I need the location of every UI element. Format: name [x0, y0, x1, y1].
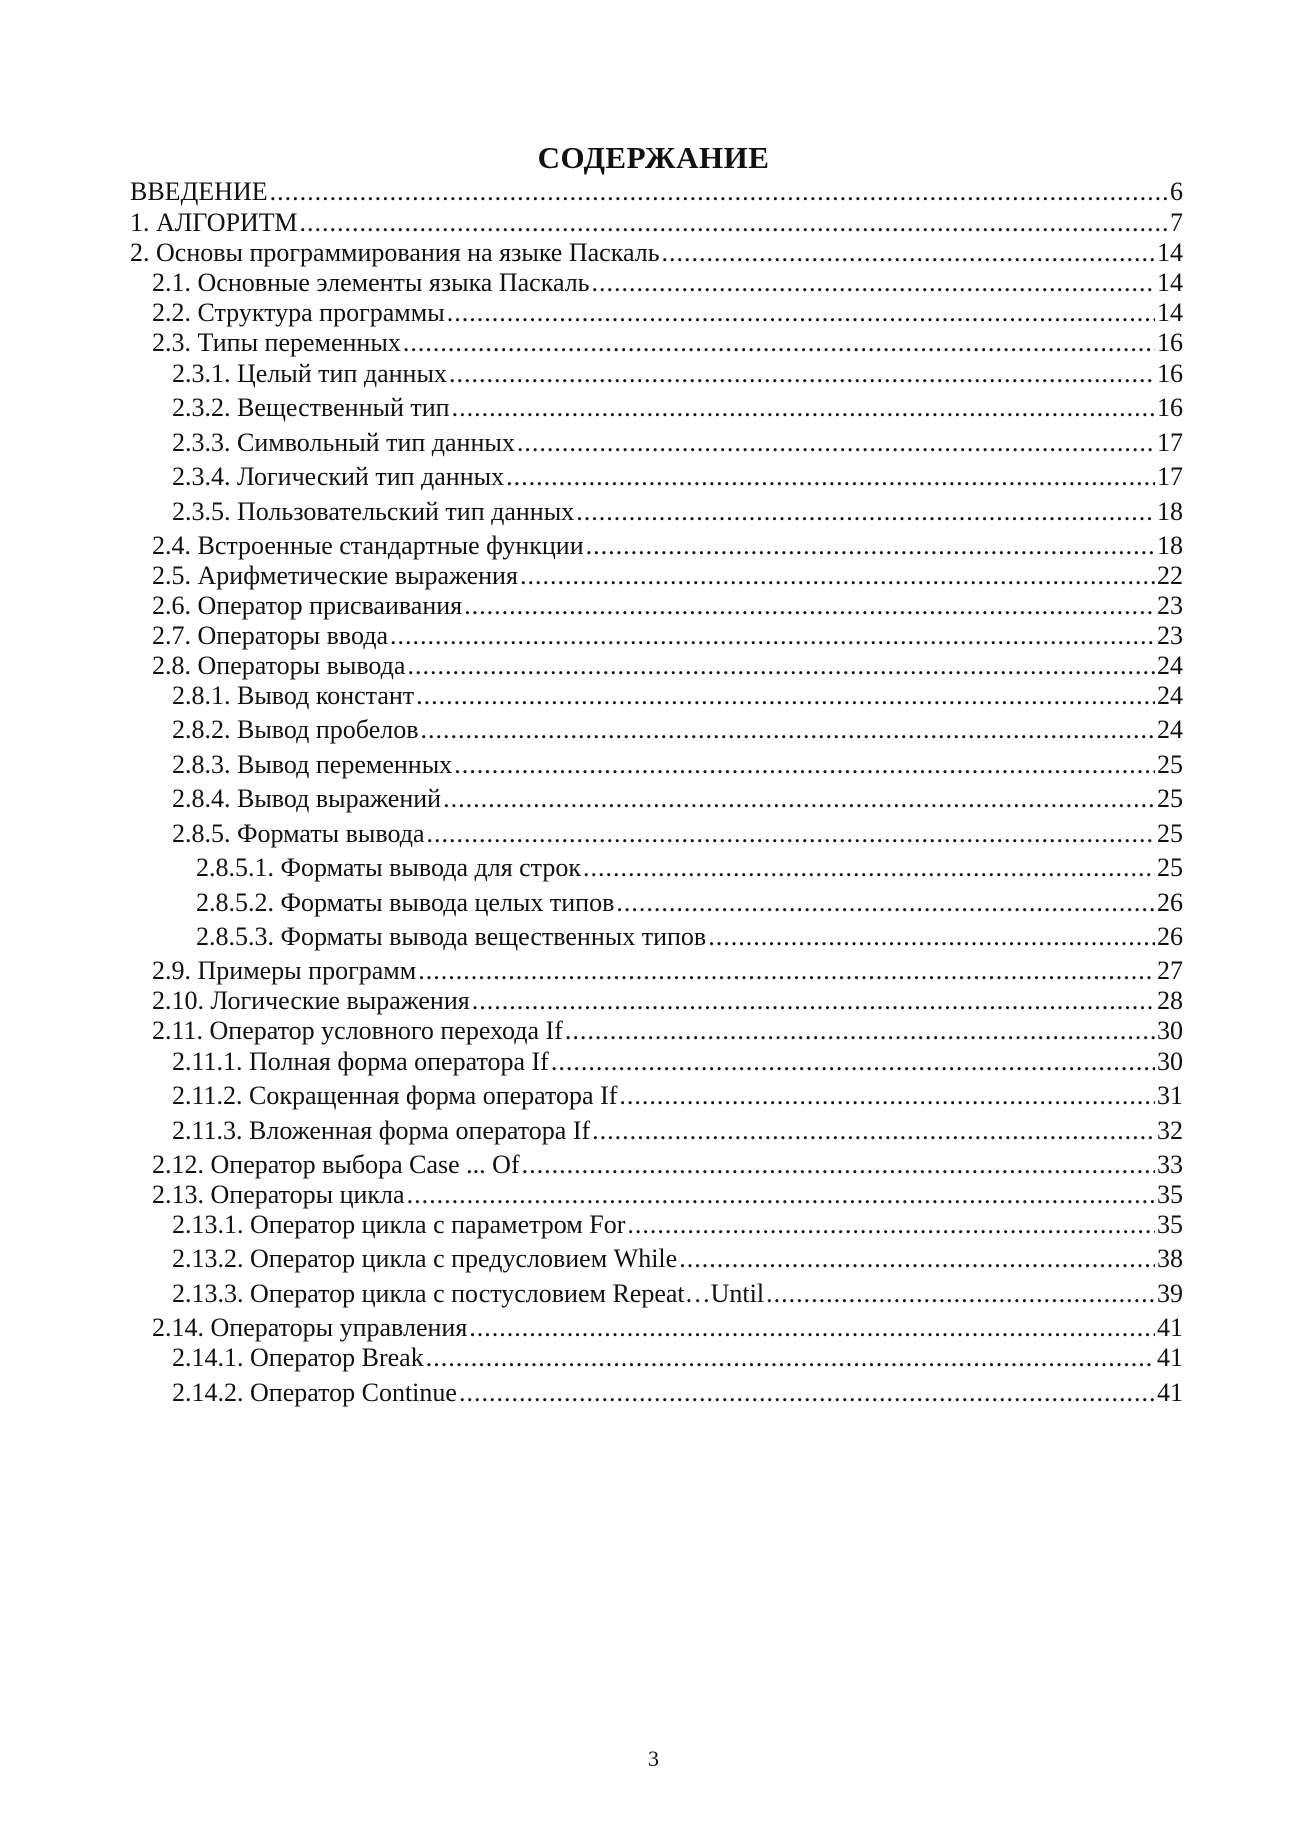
- toc-entry-page: 28: [1157, 986, 1183, 1015]
- toc-entry-page: 24: [1157, 651, 1183, 680]
- toc-entry-page: 25: [1157, 819, 1183, 848]
- toc-entry: [172, 1113, 1183, 1149]
- toc-entry-page: 17: [1157, 462, 1183, 491]
- toc-entry-page: 16: [1157, 328, 1183, 357]
- toc-entry-title: 2.11.1. Полная форма оператора If: [172, 1047, 549, 1076]
- dot-leader: [449, 356, 1155, 392]
- toc-entry-title: 2.8. Операторы вывода: [152, 651, 406, 680]
- toc-entry-title: 2.8.1. Вывод констант: [172, 681, 415, 710]
- toc-entry-page: 35: [1157, 1180, 1183, 1209]
- toc-entry-title: 2.14. Операторы управления: [152, 1313, 468, 1342]
- toc-entry-page: 24: [1157, 681, 1183, 710]
- toc-entry-page: 25: [1157, 853, 1183, 882]
- dot-leader: [459, 1375, 1155, 1411]
- toc-entry-page: 18: [1157, 497, 1183, 526]
- toc-entry-page: 23: [1157, 621, 1183, 650]
- toc-entry-title: 2.13. Операторы цикла: [152, 1180, 405, 1209]
- dot-leader: [426, 1340, 1155, 1376]
- toc-entry: [172, 747, 1183, 783]
- toc-entry-page: 25: [1157, 750, 1183, 779]
- toc-entry-page: 27: [1157, 956, 1183, 985]
- dot-leader: [426, 816, 1155, 852]
- toc-entry-title: 2.10. Логические выражения: [152, 986, 470, 1015]
- page-number: 3: [648, 1746, 659, 1771]
- toc-entry: [172, 1276, 1183, 1312]
- toc-entry: [172, 356, 1183, 392]
- dot-leader: [420, 712, 1155, 748]
- toc-entry-page: 14: [1157, 298, 1183, 327]
- toc-entry: [172, 390, 1183, 426]
- toc-entry-page: 26: [1157, 888, 1183, 917]
- toc-entry: [172, 1340, 1183, 1376]
- toc-entry-page: 41: [1157, 1378, 1183, 1407]
- toc-entry-page: 35: [1157, 1210, 1183, 1239]
- toc-entry-title: 2.8.4. Вывод выражений: [172, 784, 442, 813]
- toc-entry-page: 6: [1170, 177, 1183, 206]
- toc-entry-page: 30: [1157, 1047, 1183, 1076]
- toc-entry: [172, 1078, 1183, 1114]
- toc-entry-title: ВВЕДЕНИЕ: [130, 177, 268, 206]
- toc-entry-page: 30: [1157, 1016, 1183, 1045]
- toc-entry-page: 38: [1157, 1244, 1183, 1273]
- toc-entry-page: 31: [1157, 1081, 1183, 1110]
- dot-leader: [708, 919, 1155, 955]
- toc-entry-title: 2. Основы программирования на языке Паскаль: [130, 238, 660, 267]
- toc-entry-title: 1. АЛГОРИТМ: [130, 208, 298, 237]
- toc-entry-title: 2.3.1. Целый тип данных: [172, 359, 447, 388]
- toc-entry-title: 2.8.5.3. Форматы вывода вещественных типов: [196, 922, 707, 951]
- dot-leader: [452, 390, 1155, 426]
- toc-entry-title: 2.14.2. Оператор Continue: [172, 1378, 457, 1407]
- toc-entry-page: 17: [1157, 428, 1183, 457]
- toc-entry: [172, 1207, 1183, 1243]
- toc-entry-page: 16: [1157, 359, 1183, 388]
- toc-entry: [196, 919, 1183, 955]
- toc-entry-title: 2.13.2. Оператор цикла с предусловием While: [172, 1244, 678, 1273]
- toc-entry: [172, 816, 1183, 852]
- toc-entry-page: 26: [1157, 922, 1183, 951]
- toc-entry: [172, 425, 1183, 461]
- dot-leader: [576, 494, 1155, 530]
- toc-entry: [172, 1044, 1183, 1080]
- toc-entry-title: 2.8.5. Форматы вывода: [172, 819, 425, 848]
- toc-entry-page: 14: [1157, 238, 1183, 267]
- toc-entry-title: 2.7. Операторы ввода: [152, 621, 388, 650]
- toc-entry-page: 33: [1157, 1150, 1183, 1179]
- toc-entry-page: 41: [1157, 1313, 1183, 1342]
- toc-entry-title: 2.6. Оператор присваивания: [152, 591, 463, 620]
- toc-entry-title: 2.3.3. Символьный тип данных: [172, 428, 515, 457]
- toc-entry-title: 2.13.1. Оператор цикла с параметром For: [172, 1210, 626, 1239]
- toc-entry: [172, 494, 1183, 530]
- toc-entry-title: 2.3. Типы переменных: [152, 328, 401, 357]
- toc-entry: [196, 850, 1183, 886]
- dot-leader: [583, 850, 1155, 886]
- dot-leader: [506, 459, 1155, 495]
- dot-leader: [616, 885, 1155, 921]
- toc-entry-title: 2.13.3. Оператор цикла с постусловием Repeat…Until: [172, 1279, 765, 1308]
- toc-entry-page: 14: [1157, 268, 1183, 297]
- toc-entry-title: 2.2. Структура программы: [152, 298, 445, 327]
- dot-leader: [679, 1241, 1155, 1277]
- dot-leader: [619, 1078, 1155, 1114]
- toc-entry: [172, 1241, 1183, 1277]
- toc-entry-title: 2.8.2. Вывод пробелов: [172, 715, 419, 744]
- toc-entry-page: 32: [1157, 1116, 1183, 1145]
- toc-entry-title: 2.3.5. Пользовательский тип данных: [172, 497, 575, 526]
- dot-leader: [766, 1276, 1155, 1312]
- toc-entry: [172, 781, 1183, 817]
- toc-entry-page: 16: [1157, 393, 1183, 422]
- dot-leader: [551, 1044, 1155, 1080]
- dot-leader: [627, 1207, 1155, 1243]
- toc-entry-title: 2.14.1. Оператор Break: [172, 1343, 424, 1372]
- toc-entry-title: 2.4. Встроенные стандартные функции: [152, 531, 584, 560]
- toc-entry-page: 25: [1157, 784, 1183, 813]
- toc-entry-title: 2.11.2. Сокращенная форма оператора If: [172, 1081, 618, 1110]
- toc-entry-page: 23: [1157, 591, 1183, 620]
- toc-entry: [172, 712, 1183, 748]
- toc-entry-title: 2.8.3. Вывод переменных: [172, 750, 453, 779]
- toc-entry: [196, 885, 1183, 921]
- contents-title: СОДЕРЖАНИЕ: [537, 140, 770, 175]
- toc-entry-page: 7: [1170, 208, 1183, 237]
- toc-entry-title: 2.5. Арифметические выражения: [152, 561, 518, 590]
- toc-entry-title: 2.3.2. Вещественный тип: [172, 393, 450, 422]
- toc-entry-page: 22: [1157, 561, 1183, 590]
- toc-entry-page: 41: [1157, 1343, 1183, 1372]
- toc-entry-page: 39: [1157, 1279, 1183, 1308]
- toc-entry-title: 2.9. Примеры программ: [152, 956, 417, 985]
- toc-entry-title: 2.11. Оператор условного перехода If: [152, 1016, 563, 1045]
- toc-entry-page: 24: [1157, 715, 1183, 744]
- dot-leader: [592, 1113, 1155, 1149]
- toc-entry: [172, 459, 1183, 495]
- toc-entry: [172, 1375, 1183, 1411]
- toc-entry-title: 2.3.4. Логический тип данных: [172, 462, 505, 491]
- toc-entry-title: 2.12. Оператор выбора Case ... Of: [152, 1150, 520, 1179]
- dot-leader: [443, 781, 1155, 817]
- toc-entry-page: 18: [1157, 531, 1183, 560]
- dot-leader: [416, 678, 1155, 714]
- toc-entry-title: 2.11.3. Вложенная форма оператора If: [172, 1116, 591, 1145]
- toc-entry: [172, 678, 1183, 714]
- dot-leader: [454, 747, 1155, 783]
- toc-entry-title: 2.8.5.2. Форматы вывода целых типов: [196, 888, 615, 917]
- dot-leader: [517, 425, 1155, 461]
- toc-entry-title: 2.8.5.1. Форматы вывода для строк: [196, 853, 581, 882]
- toc-entry-title: 2.1. Основные элементы языка Паскаль: [152, 268, 590, 297]
